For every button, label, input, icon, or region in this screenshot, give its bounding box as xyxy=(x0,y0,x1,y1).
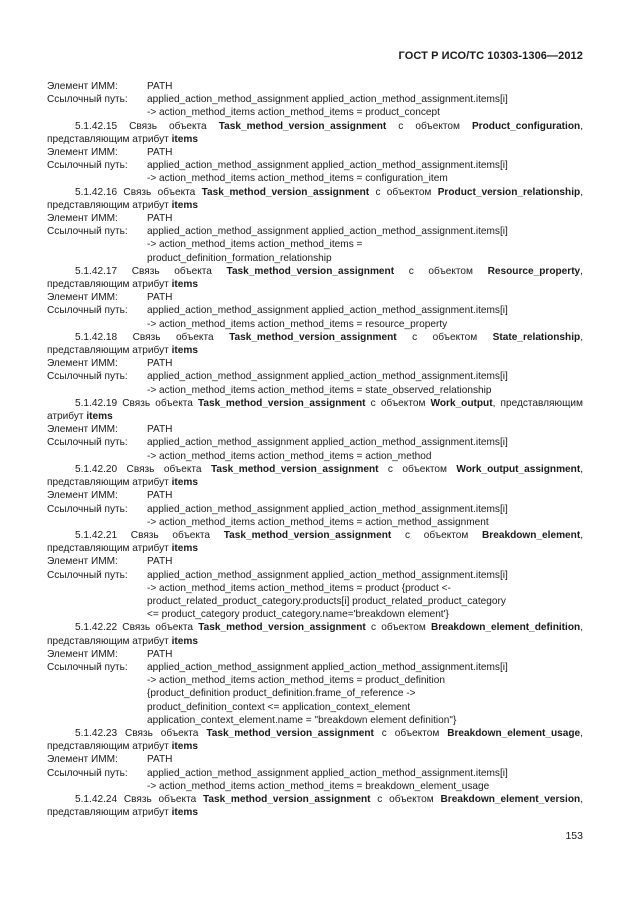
section-middle: с объектом xyxy=(378,463,457,475)
path-line: product_definition_formation_relationship xyxy=(147,252,332,264)
element-label: Элемент ИММ: xyxy=(47,556,118,568)
path-line: -> action_method_items action_method_items = state_observed_relationship xyxy=(147,384,492,396)
section-target: Work_output_assignment xyxy=(456,463,581,475)
element-value: PATH xyxy=(147,424,173,436)
path-line: applied_action_method_assignment applied_action_method_assignment.items[i] xyxy=(147,569,508,581)
section-heading xyxy=(47,397,583,423)
section-number: 5.1.42.17 xyxy=(75,265,132,277)
path-line: {product_definition product_definition.frame_of_reference -> xyxy=(147,688,416,700)
path-line: product_definition_context <= application_context_element xyxy=(147,701,411,713)
path-label: Ссылочный путь: xyxy=(47,503,128,515)
section-suffix: , представляющим атрибут xyxy=(47,120,583,145)
path-line: applied_action_method_assignment applied_action_method_assignment.items[i] xyxy=(147,767,508,779)
path-line: -> action_method_items action_method_items = breakdown_element_usage xyxy=(147,780,490,792)
section-prefix: Связь объекта xyxy=(130,529,224,541)
path-line: applied_action_method_assignment applied_action_method_assignment.items[i] xyxy=(147,226,508,238)
path-line: -> action_method_items action_method_items = configuration_item xyxy=(147,173,448,185)
section-prefix: Связь объекта xyxy=(123,793,203,805)
page-number: 153 xyxy=(565,830,583,842)
section-middle: с объектом xyxy=(365,622,431,634)
section-target: State_relationship xyxy=(492,331,581,343)
element-value: PATH xyxy=(147,81,173,92)
section-target: Product_version_relationship xyxy=(437,186,581,198)
section-prefix: Связь объекта xyxy=(132,331,230,343)
element-value: PATH xyxy=(147,292,173,304)
section-attr: items xyxy=(171,741,198,753)
element-value: PATH xyxy=(147,648,173,660)
section-entity: Task_method_version_assignment xyxy=(226,265,395,277)
section-number: 5.1.42.23 xyxy=(75,727,125,739)
path-line: application_context_element.name = "breakdown element definition"} xyxy=(147,714,457,726)
path-line: -> action_method_items action_method_items = xyxy=(147,239,363,251)
section-attr: items xyxy=(171,807,198,819)
section-target: Product_configuration xyxy=(471,120,581,132)
section-heading xyxy=(47,463,583,489)
section-middle: с объектом xyxy=(391,529,483,541)
section-middle: с объектом xyxy=(396,331,493,343)
section-suffix: , представляющим атрибут xyxy=(47,397,583,423)
section-entity: Task_method_version_assignment xyxy=(197,397,366,409)
section-middle: с объектом xyxy=(394,265,488,277)
path-label: Ссылочный путь: xyxy=(47,226,128,238)
section-middle: с объектом xyxy=(365,397,431,409)
section-suffix: , представляющим атрибут xyxy=(47,331,583,357)
path-label: Ссылочный путь: xyxy=(47,767,128,779)
path-line: applied_action_method_assignment applied_action_method_assignment.items[i] xyxy=(147,160,508,172)
element-row xyxy=(47,753,583,766)
element-label: Элемент ИММ: xyxy=(47,81,118,92)
element-row xyxy=(47,291,583,304)
path-line: applied_action_method_assignment applied_action_method_assignment.items[i] xyxy=(147,661,508,673)
element-row xyxy=(47,80,583,93)
element-label: Элемент ИММ: xyxy=(47,490,118,502)
section-entity: Task_method_version_assignment xyxy=(202,793,371,805)
section-number: 5.1.42.21 xyxy=(75,529,131,541)
section-attr: items xyxy=(171,477,198,489)
section-target: Breakdown_element xyxy=(482,529,581,541)
section-entity: Task_method_version_assignment xyxy=(229,331,397,343)
section-number: 5.1.42.20 xyxy=(75,463,127,475)
section-entity: Task_method_version_assignment xyxy=(223,529,392,541)
document-header: ГОСТ Р ИСО/ТС 10303-1306—2012 xyxy=(398,50,583,62)
path-row xyxy=(47,304,583,317)
section-number: 5.1.42.18 xyxy=(75,331,133,343)
element-row xyxy=(47,489,583,502)
path-label: Ссылочный путь: xyxy=(47,437,128,449)
path-label: Ссылочный путь: xyxy=(47,371,128,383)
path-row xyxy=(47,159,583,172)
section-entity: Task_method_version_assignment xyxy=(218,120,387,132)
section-middle: с объектом xyxy=(373,727,448,739)
element-value: PATH xyxy=(147,754,173,766)
section-suffix: , представляющим атрибут xyxy=(47,622,583,647)
path-line: product_related_product_category.products[i] product_related_product_category xyxy=(147,595,506,607)
element-value: PATH xyxy=(147,358,173,370)
section-target: Breakdown_element_version xyxy=(440,793,581,805)
section-entity: Task_method_version_assignment xyxy=(201,186,370,198)
section-attr: items xyxy=(171,279,198,291)
section-middle: с объектом xyxy=(370,793,441,805)
section-suffix: , представляющим атрибут xyxy=(47,265,583,291)
section-heading xyxy=(47,186,583,212)
element-label: Элемент ИММ: xyxy=(47,648,118,660)
element-row xyxy=(47,555,583,568)
section-attr: items xyxy=(86,411,113,423)
element-row xyxy=(47,423,583,436)
path-row xyxy=(47,93,583,106)
element-label: Элемент ИММ: xyxy=(47,358,118,370)
element-value: PATH xyxy=(147,556,173,568)
section-prefix: Связь объекта xyxy=(125,727,207,739)
section-attr: items xyxy=(171,635,198,647)
section-number: 5.1.42.24 xyxy=(75,793,124,805)
section-prefix: Связь объекта xyxy=(126,463,211,475)
section-entity: Task_method_version_assignment xyxy=(198,622,366,634)
section-suffix: , представляющим атрибут xyxy=(47,463,583,489)
path-line: applied_action_method_assignment applied_action_method_assignment.items[i] xyxy=(147,503,508,515)
section-target: Work_output xyxy=(430,397,493,409)
path-row xyxy=(47,370,583,383)
section-number: 5.1.42.22 xyxy=(75,622,123,634)
element-row xyxy=(47,212,583,225)
path-row xyxy=(47,767,583,780)
path-line: applied_action_method_assignment applied_action_method_assignment.items[i] xyxy=(147,371,508,383)
path-label: Ссылочный путь: xyxy=(47,569,128,581)
path-line: applied_action_method_assignment applied_action_method_assignment.items[i] xyxy=(147,94,508,106)
section-target: Breakdown_element_usage xyxy=(447,727,581,739)
section-heading xyxy=(47,331,583,357)
path-line: -> action_method_items action_method_items = product_concept xyxy=(147,107,440,119)
element-row xyxy=(47,146,583,159)
section-attr: items xyxy=(171,199,198,211)
path-line: applied_action_method_assignment applied_action_method_assignment.items[i] xyxy=(147,437,508,449)
path-label: Ссылочный путь: xyxy=(47,94,128,106)
element-label: Элемент ИММ: xyxy=(47,213,118,225)
path-row xyxy=(47,569,583,582)
path-label: Ссылочный путь: xyxy=(47,661,128,673)
section-middle: с объектом xyxy=(386,120,472,132)
section-suffix: , представляющим атрибут xyxy=(47,793,583,819)
element-row xyxy=(47,357,583,370)
section-number: 5.1.42.15 xyxy=(75,120,130,132)
path-line: -> action_method_items action_method_items = action_method_assignment xyxy=(147,516,489,528)
path-line: -> action_method_items action_method_items = product {product <- xyxy=(147,582,451,594)
section-heading xyxy=(47,727,583,753)
section-prefix: Связь объекта xyxy=(129,120,219,132)
path-row xyxy=(47,503,583,516)
section-suffix: , представляющим атрибут xyxy=(47,186,583,211)
section-prefix: Связь объекта xyxy=(122,622,199,634)
path-row xyxy=(47,225,583,238)
section-heading xyxy=(47,120,583,146)
element-label: Элемент ИММ: xyxy=(47,147,118,159)
path-line: applied_action_method_assignment applied_action_method_assignment.items[i] xyxy=(147,305,508,317)
section-attr: items xyxy=(171,543,198,555)
section-number: 5.1.42.16 xyxy=(75,186,124,198)
section-prefix: Связь объекта xyxy=(131,265,227,277)
section-entity: Task_method_version_assignment xyxy=(206,727,374,739)
element-row xyxy=(47,648,583,661)
element-value: PATH xyxy=(147,213,173,225)
section-suffix: , представляющим атрибут xyxy=(47,727,583,753)
element-value: PATH xyxy=(147,147,173,159)
section-heading xyxy=(47,621,583,647)
element-label: Элемент ИММ: xyxy=(47,754,118,766)
path-label: Ссылочный путь: xyxy=(47,305,128,317)
section-heading xyxy=(47,793,583,819)
path-line: -> action_method_items action_method_items = action_method xyxy=(147,450,432,462)
path-label: Ссылочный путь: xyxy=(47,160,128,172)
section-prefix: Связь объекта xyxy=(123,186,202,198)
section-middle: с объектом xyxy=(369,186,438,198)
element-label: Элемент ИММ: xyxy=(47,292,118,304)
element-value: PATH xyxy=(147,490,173,502)
element-label: Элемент ИММ: xyxy=(47,424,118,436)
section-attr: items xyxy=(171,133,198,145)
path-line: -> action_method_items action_method_items = product_definition xyxy=(147,675,445,687)
path-line: -> action_method_items action_method_items = resource_property xyxy=(147,318,448,330)
section-target: Breakdown_element_definition xyxy=(430,622,581,634)
section-attr: items xyxy=(171,345,198,357)
section-heading xyxy=(47,529,583,555)
section-heading xyxy=(47,265,583,291)
section-suffix: , представляющим атрибут xyxy=(47,529,583,555)
path-row xyxy=(47,436,583,449)
section-prefix: Связь объекта xyxy=(122,397,198,409)
section-number: 5.1.42.19 xyxy=(75,397,123,409)
document-body xyxy=(47,80,583,819)
section-target: Resource_property xyxy=(487,265,581,277)
section-entity: Task_method_version_assignment xyxy=(210,463,379,475)
path-line: <= product_category product_category.name='breakdown element'} xyxy=(147,609,449,621)
path-row xyxy=(47,661,583,674)
